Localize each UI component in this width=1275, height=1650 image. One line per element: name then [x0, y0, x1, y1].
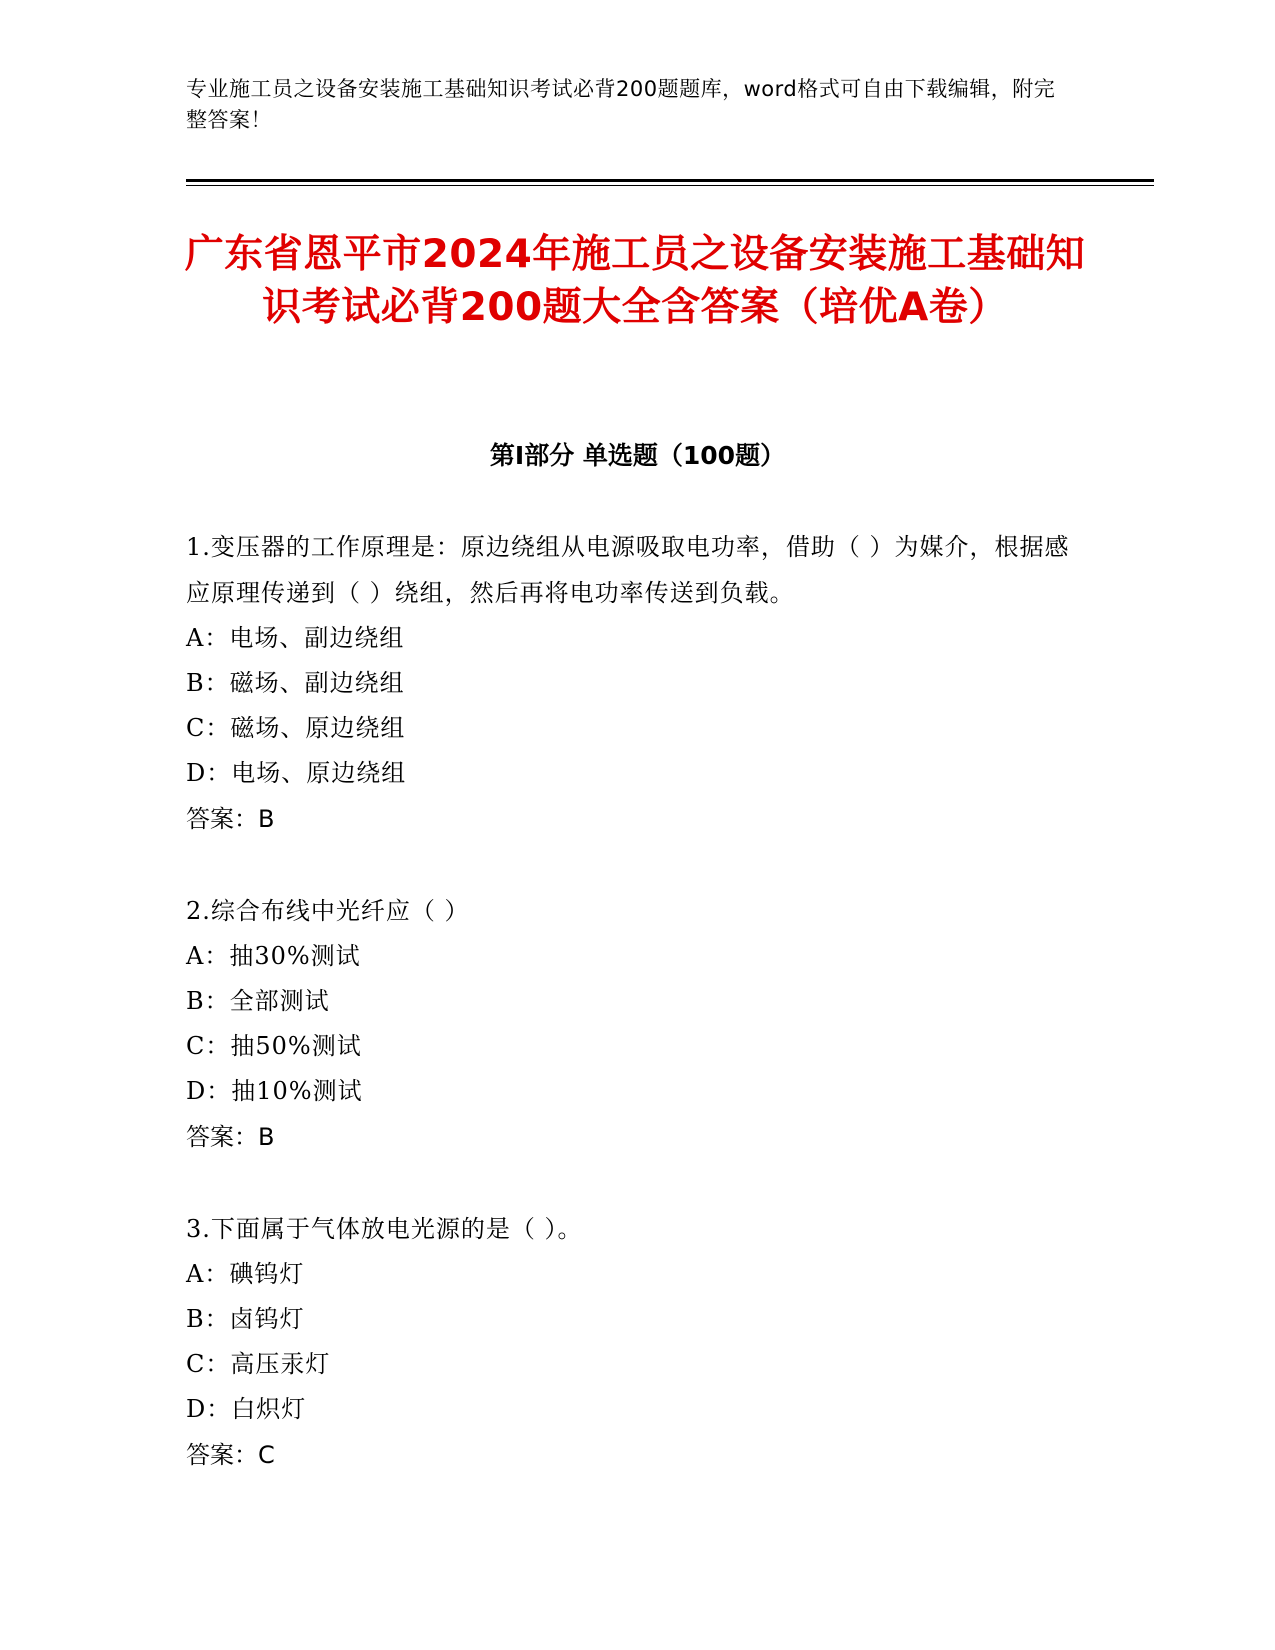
- section-title: 第I部分 单选题（100题）: [489, 441, 786, 470]
- answer-line: 答案：B: [186, 1123, 275, 1151]
- option-d: D：抽10%测试: [186, 1077, 363, 1105]
- option-b: B：全部测试: [186, 987, 330, 1015]
- option-c: C：磁场、原边绕组: [186, 714, 406, 742]
- header-rule-thin: [186, 185, 1154, 186]
- question-text: 2.综合布线中光纤应（ ）: [186, 897, 470, 925]
- question-text: 3.下面属于气体放电光源的是（ ）。: [186, 1215, 583, 1243]
- option-a: A：抽30%测试: [186, 942, 361, 970]
- option-a: A：电场、副边绕组: [186, 624, 405, 652]
- option-a: A：碘钨灯: [186, 1260, 305, 1288]
- question-text: 1.变压器的工作原理是：原边绕组从电源吸取电功率，借助（ ）为媒介，根据感应原理传递到（ ）绕组，然后再将电功率传送到负载。: [186, 533, 1070, 607]
- option-c: C：高压汞灯: [186, 1350, 331, 1378]
- header-rule-thick: [186, 179, 1154, 182]
- question-3: [186, 1206, 1086, 1478]
- question-2: [186, 888, 1086, 1160]
- option-d: D：电场、原边绕组: [186, 759, 407, 787]
- option-d: D：白炽灯: [186, 1395, 307, 1423]
- question-list: [186, 524, 1086, 1524]
- document-title: 广东省恩平市2024年施工员之设备安装施工基础知识考试必背200题大全含答案（培优A卷）: [184, 232, 1086, 330]
- header-note: 专业施工员之设备安装施工基础知识考试必背200题题库，word格式可自由下载编辑，附完整答案！: [186, 77, 1056, 132]
- option-c: C：抽50%测试: [186, 1032, 362, 1060]
- option-b: B：卤钨灯: [186, 1305, 305, 1333]
- answer-line: 答案：C: [186, 1441, 275, 1469]
- answer-line: 答案：B: [186, 805, 275, 833]
- question-1: [186, 524, 1086, 842]
- option-b: B：磁场、副边绕组: [186, 669, 405, 697]
